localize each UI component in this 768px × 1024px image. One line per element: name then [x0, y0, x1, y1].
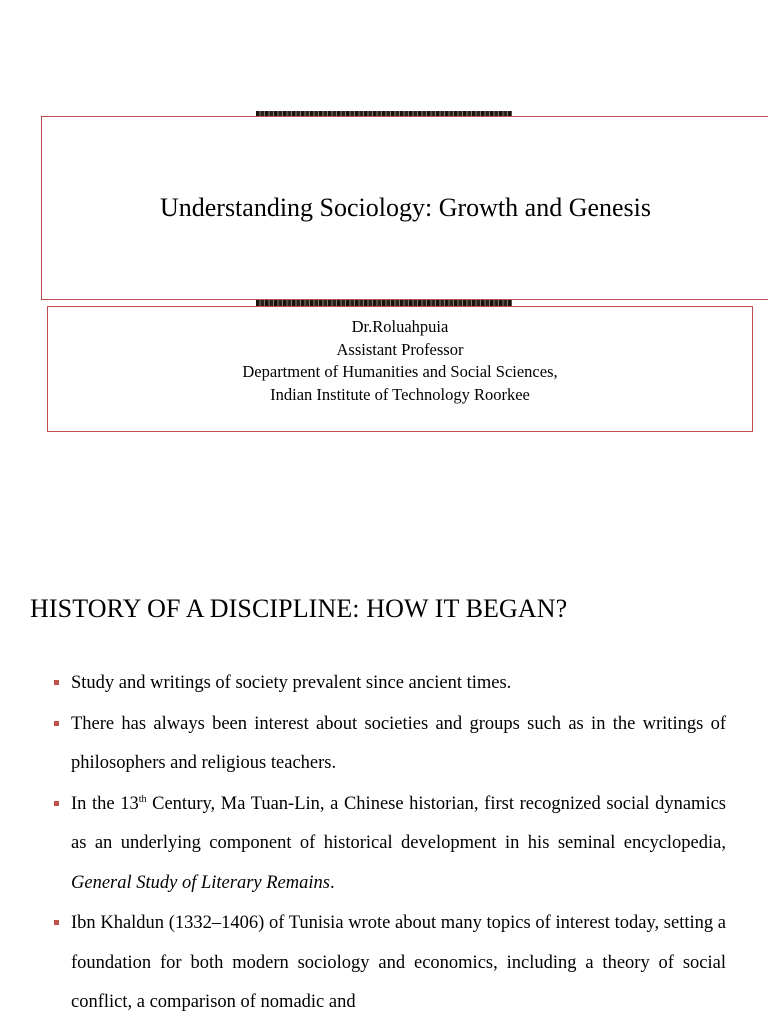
bullet-text-mid: Century, Ma Tuan-Lin, a Chinese historian, first recognized social dynamics as an underlying component of historical development in his seminal encyclopedia, — [71, 793, 726, 853]
square-bullet-icon — [54, 920, 59, 925]
bullet-list — [50, 664, 726, 1024]
history-slide — [0, 580, 768, 1024]
bullet-item — [50, 904, 726, 1023]
bullet-text-end: . — [329, 872, 335, 893]
book-title: General Study of Literary Remains — [71, 872, 330, 893]
bullet-text: Ibn Khaldun (1332–1406) of Tunisia wrote about many topics of interest today, setting a foundation for both modern sociology and economics, including a theory of social conflict, a comparison of nomadic and — [71, 913, 726, 1012]
author-position: Assistant Professor — [336, 339, 464, 359]
title-box — [41, 116, 768, 300]
bullet-item — [50, 785, 726, 904]
bullet-text: Study and writings of society prevalent since ancient times. — [71, 673, 512, 693]
slide-title: Understanding Sociology: Growth and Genesis — [159, 193, 652, 222]
bullet-item — [50, 705, 726, 784]
ordinal-suffix: th — [138, 793, 147, 805]
bullet-item — [50, 664, 726, 704]
square-bullet-icon — [54, 680, 59, 685]
author-department: Department of Humanities and Social Sciences, — [242, 362, 558, 381]
author-box — [47, 306, 753, 432]
square-bullet-icon — [54, 801, 59, 806]
author-name: Dr.Roluahpuia — [351, 317, 449, 336]
bullet-text: There has always been interest about societies and groups such as in the writings of philosophers and religious teachers. — [71, 713, 726, 773]
bullet-text-pre: In the 13 — [71, 793, 139, 814]
square-bullet-icon — [54, 721, 59, 726]
slide-heading: HISTORY OF A DISCIPLINE: HOW IT BEGAN? — [30, 594, 568, 623]
author-institute: Indian Institute of Technology Roorkee — [270, 384, 530, 404]
